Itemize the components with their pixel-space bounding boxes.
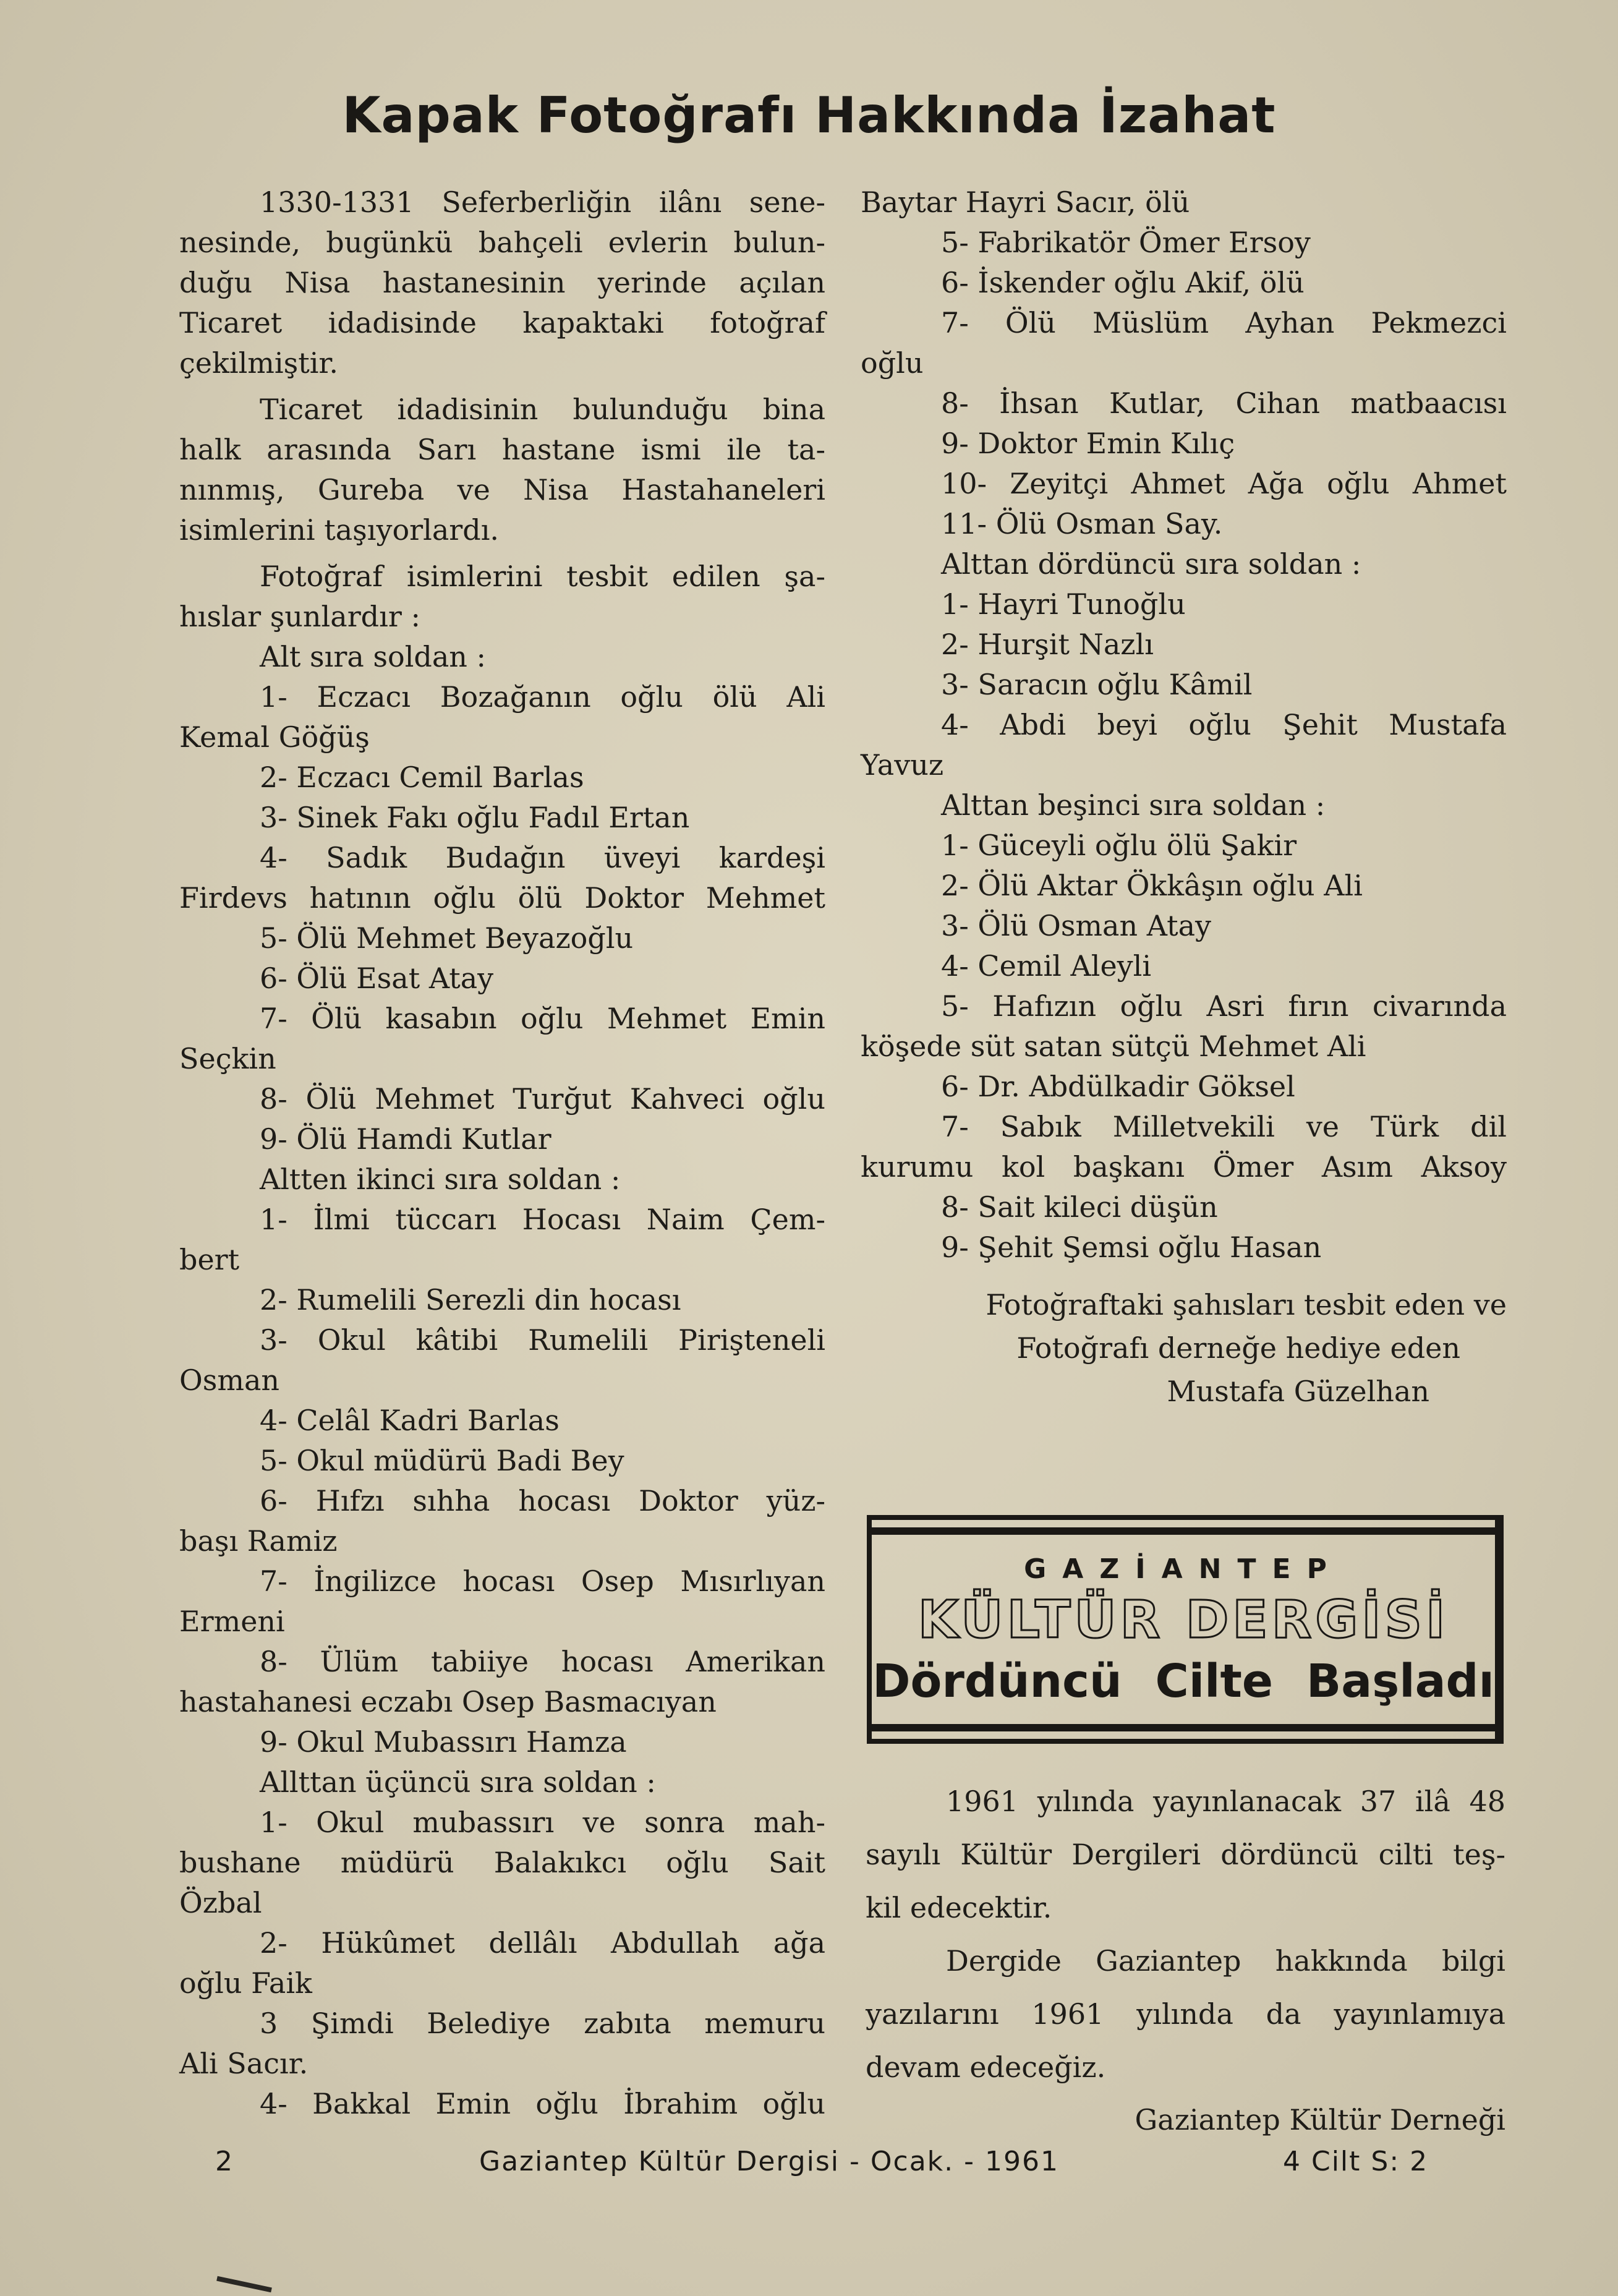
text-line: 5- Ölü Mehmet Beyazoğlu xyxy=(260,921,634,955)
scan-mark xyxy=(216,2276,272,2293)
text-line: 1- Hayri Tunoğlu xyxy=(941,587,1186,621)
text-line: 11- Ölü Osman Say. xyxy=(941,507,1223,540)
announcement-box xyxy=(867,1515,1504,1744)
text-line: Ali Sacır. xyxy=(179,2047,309,2080)
text-line: 6- Hıfzı sıhha hocası Doktor yüz- xyxy=(260,1484,825,1517)
text-line: 7- İngilizce hocası Osep Mısırlıyan xyxy=(260,1564,825,1598)
text-line: halk arasında Sarı hastane ismi ile ta- xyxy=(179,433,825,466)
announcement-line: sayılı Kültür Dergileri dördüncü cilti teş- xyxy=(866,1838,1505,1871)
text-line: 8- İhsan Kutlar, Cihan matbaacısı xyxy=(941,386,1507,420)
text-line: 4- Cemil Aleyli xyxy=(941,949,1152,983)
box-headline: Dördüncü Cilte Başladı xyxy=(872,1655,1494,1708)
text-line: 9- Okul Mubassırı Hamza xyxy=(260,1725,627,1759)
text-line: Baytar Hayri Sacır, ölü xyxy=(861,186,1190,219)
text-line: 8- Sait kileci düşün xyxy=(941,1190,1218,1224)
text-line: 10- Zeyitçi Ahmet Ağa oğlu Ahmet xyxy=(941,467,1507,500)
text-line: başı Ramiz xyxy=(179,1524,338,1558)
text-line: oğlu xyxy=(861,346,924,380)
announcement-line: kil edecektir. xyxy=(866,1891,1052,1924)
text-line: 1- Güceyli oğlu ölü Şakir xyxy=(941,829,1297,862)
page-footer xyxy=(0,2146,1618,2183)
text-line: bert xyxy=(179,1243,240,1276)
text-line: hastahanesi eczabı Osep Basmacıyan xyxy=(179,1685,717,1718)
text-line: kurumu kol başkanı Ömer Asım Aksoy xyxy=(861,1150,1507,1184)
announcement-line: 1961 yılında yayınlanacak 37 ilâ 48 xyxy=(946,1785,1505,1818)
text-line: Osman xyxy=(179,1364,279,1397)
text-line: 3 Şimdi Belediye zabıta memuru xyxy=(260,2007,825,2040)
text-line: 1- Okul mubassırı ve sonra mah- xyxy=(260,1806,825,1839)
text-line: 9- Doktor Emin Kılıç xyxy=(941,427,1235,460)
text-line: nesinde, bugünkü bahçeli evlerin bulun- xyxy=(179,226,825,259)
text-line: 3- Saracın oğlu Kâmil xyxy=(941,668,1253,701)
text-line: 6- İskender oğlu Akif, ölü xyxy=(941,266,1305,299)
text-line: Alttan dördüncü sıra soldan : xyxy=(941,547,1361,581)
text-line: bushane müdürü Balakıkcı oğlu Sait xyxy=(179,1846,825,1879)
right-column xyxy=(861,182,1507,1412)
text-line: 3- Ölü Osman Atay xyxy=(941,909,1212,942)
text-line: 9- Ölü Hamdi Kutlar xyxy=(260,1122,551,1156)
text-line: çekilmiştir. xyxy=(179,346,338,380)
text-line: 2- Rumelili Serezli din hocası xyxy=(260,1283,681,1317)
text-line: 2- Ölü Aktar Ökkâşın oğlu Ali xyxy=(941,869,1363,902)
text-line: köşede süt satan sütçü Mehmet Ali xyxy=(861,1030,1366,1063)
text-line: oğlu Faik xyxy=(179,1966,312,2000)
signature: Gaziantep Kültür Derneği xyxy=(1135,2103,1505,2136)
text-line: 4- Sadık Budağın üveyi kardeşi xyxy=(260,841,825,874)
text-line: 7- Ölü Müslüm Ayhan Pekmezci xyxy=(941,306,1507,339)
announcement-line: devam edeceğiz. xyxy=(866,2051,1106,2084)
text-line: 4- Bakkal Emin oğlu İbrahim oğlu xyxy=(260,2087,825,2120)
announcement-text xyxy=(866,1775,1505,2142)
text-line: hıslar şunlardır : xyxy=(179,600,420,633)
text-line: 6- Ölü Esat Atay xyxy=(260,962,494,995)
credit-line-2: Fotoğrafı derneğe hediye eden xyxy=(1016,1331,1460,1365)
text-line: 7- Sabık Milletvekili ve Türk dil xyxy=(941,1110,1507,1143)
text-line: Ticaret idadisinde kapaktaki fotoğraf xyxy=(179,306,825,339)
announcement-paragraphs xyxy=(866,1775,1505,2094)
text-line: 1- Eczacı Bozağanın oğlu ölü Ali xyxy=(260,680,825,714)
text-line: Fotoğraf isimlerini tesbit edilen şa- xyxy=(260,560,825,593)
text-line: Yavuz xyxy=(861,748,944,782)
right-column-list xyxy=(861,182,1507,1268)
box-magazine-name: KÜLTÜR DERGİSİ xyxy=(918,1589,1449,1650)
text-line: 4- Abdi beyi oğlu Şehit Mustafa xyxy=(941,708,1507,741)
text-line: Altten ikinci sıra soldan : xyxy=(260,1163,621,1196)
text-line: 1330-1331 Seferberliğin ilânı sene- xyxy=(260,186,825,219)
text-line: duğu Nisa hastanesinin yerinde açılan xyxy=(179,266,825,299)
footer-publication: Gaziantep Kültür Dergisi - Ocak. - 1961 xyxy=(479,2146,1059,2177)
text-line: 7- Ölü kasabın oğlu Mehmet Emin xyxy=(260,1002,825,1035)
text-line: 3- Sinek Fakı oğlu Fadıl Ertan xyxy=(260,801,690,834)
credit-line-1: Fotoğraftaki şahısları tesbit eden ve xyxy=(986,1288,1507,1321)
announcement-line: yazılarını 1961 yılında da yayınlamıya xyxy=(866,1997,1505,2031)
text-line: Allttan üçüncü sıra soldan : xyxy=(260,1765,656,1799)
text-line: 9- Şehit Şemsi oğlu Hasan xyxy=(941,1231,1322,1264)
announcement-line: Dergide Gaziantep hakkında bilgi xyxy=(946,1944,1505,1978)
text-line: 1- İlmi tüccarı Hocası Naim Çem- xyxy=(260,1203,825,1236)
text-line: 5- Okul müdürü Badi Bey xyxy=(260,1444,624,1477)
box-top-rule xyxy=(872,1527,1495,1535)
credit-author: Mustafa Güzelhan xyxy=(1167,1375,1429,1408)
text-line: 5- Fabrikatör Ömer Ersoy xyxy=(941,226,1311,259)
text-line: nınmış, Gureba ve Nisa Hastahaneleri xyxy=(179,473,825,506)
text-line: 8- Ülüm tabiiye hocası Amerikan xyxy=(260,1645,825,1678)
text-line: Alttan beşinci sıra soldan : xyxy=(941,788,1326,822)
text-line: Kemal Göğüş xyxy=(179,720,370,754)
text-line: 6- Dr. Abdülkadir Göksel xyxy=(941,1070,1295,1103)
box-bottom-rule xyxy=(872,1724,1495,1731)
page-title: Kapak Fotoğrafı Hakkında İzahat xyxy=(342,87,1276,144)
text-line: Firdevs hatının oğlu ölü Doktor Mehmet xyxy=(179,881,825,915)
text-line: 2- Hurşit Nazlı xyxy=(941,628,1154,661)
text-line: Ermeni xyxy=(179,1605,285,1638)
box-city-label: GAZİANTEP xyxy=(1024,1553,1343,1585)
text-line: Seçkin xyxy=(179,1042,276,1075)
text-line: 2- Eczacı Cemil Barlas xyxy=(260,761,584,794)
left-column xyxy=(179,182,825,2124)
text-line: isimlerini taşıyorlardı. xyxy=(179,513,500,547)
text-line: Özbal xyxy=(179,1886,262,1919)
text-line: 3- Okul kâtibi Rumelili Pirişteneli xyxy=(260,1323,825,1357)
text-line: Alt sıra soldan : xyxy=(260,640,487,673)
text-line: Ticaret idadisinin bulunduğu bina xyxy=(260,393,825,426)
text-line: 8- Ölü Mehmet Turğut Kahveci oğlu xyxy=(260,1082,825,1116)
text-line: 4- Celâl Kadri Barlas xyxy=(260,1404,560,1437)
footer-volume: 4 Cilt S: 2 xyxy=(1283,2146,1429,2177)
text-line: 2- Hükûmet dellâlı Abdullah ağa xyxy=(260,1926,825,1960)
text-line: 5- Hafızın oğlu Asri fırın civarında xyxy=(941,989,1507,1023)
page-number: 2 xyxy=(215,2146,232,2177)
